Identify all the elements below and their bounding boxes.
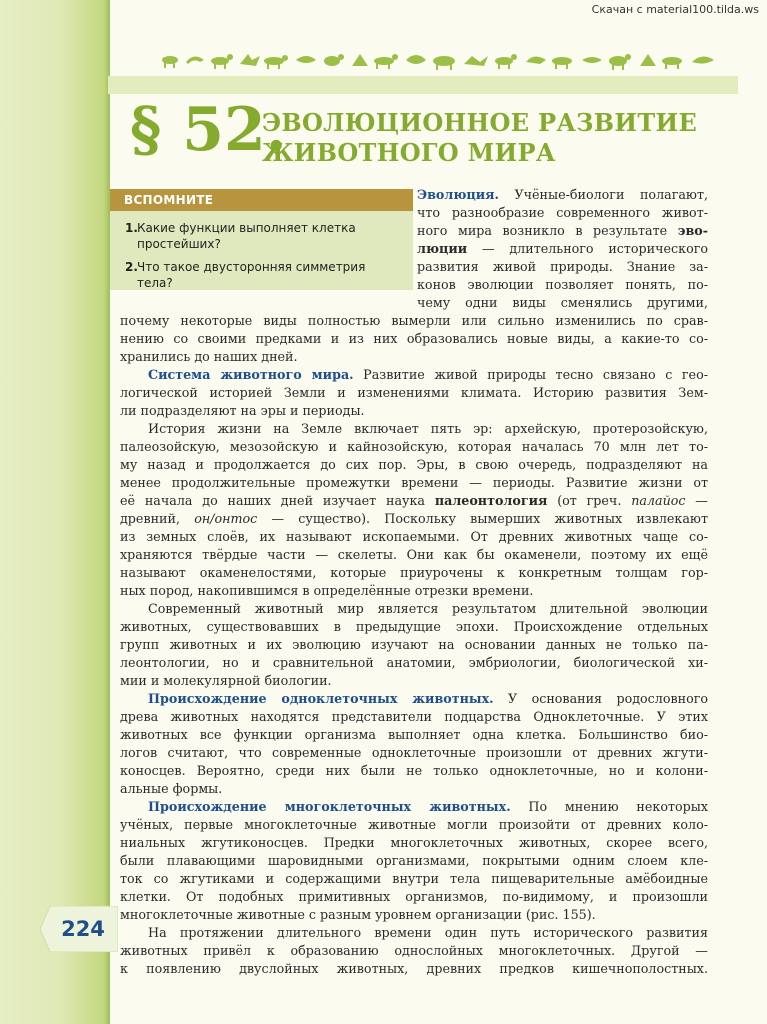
animal-silhouette-icon bbox=[162, 56, 178, 68]
text-line: многоклеточные животные с разным уровнем организации (рис. 155). bbox=[120, 907, 596, 922]
animal-silhouette-icon bbox=[552, 57, 572, 69]
source-watermark: Скачан с material100.tilda.ws bbox=[591, 3, 759, 16]
chapter-title-line: ЖИВОТНОГО МИРА bbox=[262, 138, 556, 167]
remember-title: ВСПОМНИТЕ bbox=[110, 189, 413, 211]
text-line: палеозойскую, мезозойскую и кайнозойскую, которая началась 70 млн лет то- bbox=[120, 439, 708, 454]
main-text bbox=[120, 312, 708, 978]
text-line: групп животных и их эволюцию изучают на основании данных не только па- bbox=[120, 637, 708, 652]
text-line: ниальных жгутиконосцев. Предки многоклеточных животных, скорее всего, bbox=[120, 835, 708, 850]
remember-question bbox=[110, 220, 413, 252]
section-number: § 52. bbox=[130, 95, 287, 165]
text-line: древний, он/онтос — существо). Поскольку вымерших животных извлекают bbox=[120, 511, 708, 526]
animal-silhouette-icon bbox=[324, 54, 344, 66]
text-line: му назад и продолжается до сих пор. Эры, в свою очередь, подразделяют на bbox=[120, 457, 708, 472]
text-line: На протяжении длительного времени один путь исторического развития bbox=[148, 925, 708, 940]
animal-silhouette-icon bbox=[662, 57, 682, 69]
animal-silhouette-icon bbox=[186, 56, 204, 64]
text-line: нению со своими предками и из них образовались новые виды, а какие-то со- bbox=[120, 331, 708, 346]
animal-silhouette-icon bbox=[296, 56, 316, 63]
animal-silhouette-icon bbox=[640, 54, 656, 66]
text-line: Происхождение многоклеточных животных. По мнению некоторых bbox=[148, 799, 708, 814]
animal-silhouette-icon bbox=[582, 57, 602, 63]
chapter-title bbox=[262, 108, 697, 168]
text-line: менее продолжительные промежутки времени — периоды. Развитие жизни от bbox=[120, 475, 708, 490]
text-line: её начала до наших дней изучает наука палеонтология (от греч. палайос — bbox=[120, 493, 708, 508]
text-line: Современный животный мир является результатом длительной эволюции bbox=[148, 601, 708, 616]
question-number: 2. bbox=[125, 260, 138, 274]
animal-silhouette-icon bbox=[406, 55, 426, 64]
text-line: конов эволюции позволяет понять, по- bbox=[417, 277, 708, 292]
text-line: логической историей Земли и изменениями климата. Историю развития Зем- bbox=[120, 385, 708, 400]
animal-silhouette-icon bbox=[374, 54, 398, 69]
text-line: Происхождение одноклеточных животных. У основания родословного bbox=[148, 691, 708, 706]
animal-silhouette-icon bbox=[240, 54, 260, 66]
text-line: Система животного мира. Развитие живой природы тесно связано с гео- bbox=[148, 367, 708, 382]
text-line: развития живой природы. Знание за- bbox=[417, 259, 708, 274]
text-line: мии и молекулярной биологии. bbox=[120, 673, 332, 688]
text-line: логов считают, что современные одноклеточные произошли от древних жгути- bbox=[120, 745, 708, 760]
text-line: древа животных находятся представители подцарства Одноклеточные. У этих bbox=[120, 709, 708, 724]
text-line: История жизни на Земле включает пять эр: архейскую, протерозойскую, bbox=[148, 421, 708, 436]
text-line: почему некоторые виды полностью вымерли или сильно изменились по срав- bbox=[120, 313, 708, 328]
text-line: животных все функции организма выполняет одна клетка. Большинство био- bbox=[120, 727, 708, 742]
text-line: учёных, первые многоклеточные животные могли произойти от древних коло- bbox=[120, 817, 708, 832]
animal-silhouette-icon bbox=[609, 54, 631, 70]
text-line: животных, существовавших в предыдущие эпохи. Происхождение отдельных bbox=[120, 619, 708, 634]
title-band bbox=[108, 76, 738, 94]
text-line: коносцев. Вероятно, среди них были не только одноклеточные, но и колони- bbox=[120, 763, 708, 778]
text-line: ного мира возникло в результате эво- bbox=[417, 223, 708, 238]
text-line: леонтологии, но и сравнительной анатомии, эмбриологии, биологической хи- bbox=[120, 655, 708, 670]
animal-silhouette-icon bbox=[495, 54, 517, 69]
page-number: 224 bbox=[61, 917, 105, 941]
text-line: хранились до наших дней. bbox=[120, 349, 298, 364]
subheading: Происхождение многоклеточных животных. bbox=[148, 799, 511, 814]
animal-silhouette-icon bbox=[433, 56, 455, 70]
text-line: были плавающими шаровидными организмами, покрытыми одним слоем кле- bbox=[120, 853, 708, 868]
text-line: люции — длительного исторического bbox=[417, 241, 708, 256]
remember-question bbox=[110, 259, 413, 291]
animal-silhouette-icon bbox=[352, 54, 368, 66]
subheading: Система животного мира. bbox=[148, 367, 354, 382]
text-line: Эволюция. Учёные-биологи полагают, bbox=[417, 187, 708, 202]
animal-silhouette-icon bbox=[464, 56, 488, 66]
evolution-intro bbox=[417, 186, 708, 312]
animal-silhouettes-strip bbox=[160, 48, 720, 72]
question-text: Что такое двусторонняя симметрия тела? bbox=[137, 260, 366, 290]
question-number: 1. bbox=[125, 221, 138, 235]
side-color-band bbox=[0, 0, 110, 1024]
animal-silhouette-icon bbox=[211, 54, 233, 69]
text-line: клетки. От подобных примитивных организмов, по-видимому, и произошли bbox=[120, 889, 708, 904]
text-line: альные формы. bbox=[120, 781, 223, 796]
text-line: к появлению двуслойных животных, древних предков кишечнополостных. bbox=[120, 961, 708, 976]
text-line: называют окаменелостями, которые приурочены к конкретным толщам гор- bbox=[120, 565, 708, 580]
text-line: животных привёл к образованию однослойных многоклеточных. Другой — bbox=[120, 943, 708, 958]
animal-silhouette-icon bbox=[692, 56, 714, 63]
remember-box bbox=[110, 189, 413, 290]
animal-silhouette-icon bbox=[526, 56, 546, 64]
text-line: ных пород, накопившимся в определённые отрезки времени. bbox=[120, 583, 534, 598]
text-line: ток со жгутиками и содержащими внутри тела пищеварительные амёбоидные bbox=[120, 871, 708, 886]
text-line: из земных слоёв, их называют ископаемыми. От древних животных чаще со- bbox=[120, 529, 708, 544]
text-line: чему одни виды сменялись другими, bbox=[417, 295, 708, 310]
question-text: Какие функции выполняет клетка простейших? bbox=[137, 221, 356, 251]
chapter-title-line: ЭВОЛЮЦИОННОЕ РАЗВИТИЕ bbox=[262, 108, 698, 137]
animal-silhouette-icon bbox=[264, 55, 288, 69]
text-line: ли подразделяют на эры и периоды. bbox=[120, 403, 365, 418]
text-line: что разнообразие современного живот- bbox=[417, 205, 708, 220]
subheading: Происхождение одноклеточных животных. bbox=[148, 691, 494, 706]
text-line: храняются твёрдые части — скелеты. Они как бы окаменели, поэтому их ещё bbox=[120, 547, 708, 562]
